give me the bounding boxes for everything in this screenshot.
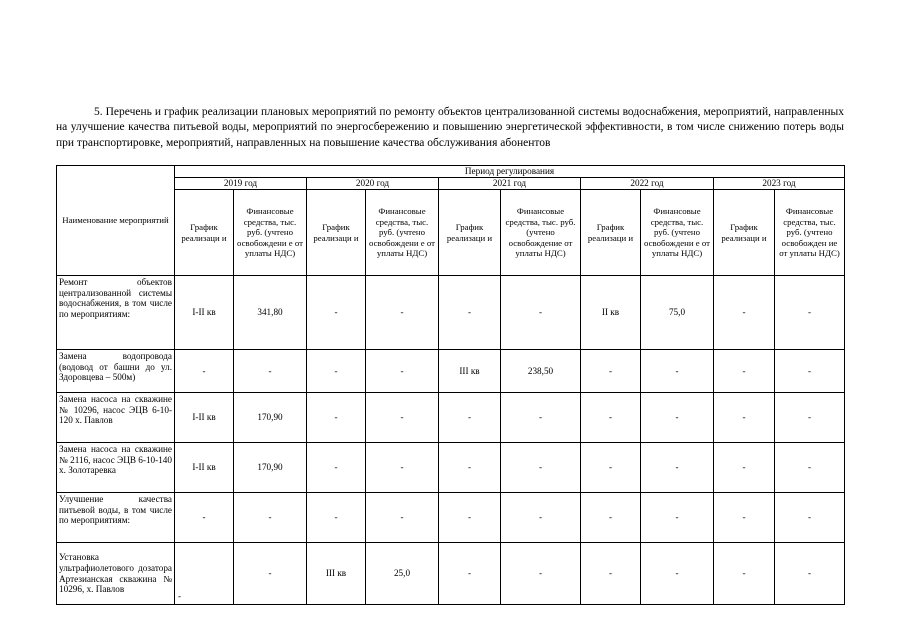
schedule-cell: - [175, 350, 234, 393]
finance-cell: - [501, 276, 581, 350]
schedule-cell: - [714, 543, 775, 605]
finance-cell: - [641, 493, 714, 543]
activities-table [56, 165, 845, 605]
finance-cell: - [501, 543, 581, 605]
finance-cell: 341,80 [234, 276, 307, 350]
schedule-header: График реализаци и [439, 190, 501, 276]
table-body [57, 276, 845, 605]
activity-name: Улучшение качества питьевой воды, в том числе по мероприятиям: [59, 494, 172, 526]
finance-cell: - [775, 443, 845, 493]
activity-name: Замена водопровода (водовод от башни до ул. Здоровцева – 500м) [59, 351, 172, 383]
table-row [57, 393, 845, 443]
schedule-header: График реализаци и [581, 190, 641, 276]
section-heading: 5. Перечень и график реализации плановых мероприятий по ремонту объектов централизованной системы водоснабжения, мероприятий, направленных на улучшение качества питьевой воды, мероприятий по энергосбережению и повышению энергетической эффективности, в том числе снижению потерь воды при транспортировке, мероприятий, направленных на повышение качества обслуживания абонентов [56, 105, 844, 149]
header-row-period [57, 166, 845, 178]
schedule-cell: - [439, 393, 501, 443]
year-header: 2023 год [714, 178, 845, 190]
schedule-cell: - [439, 543, 501, 605]
schedule-header: График реализаци и [714, 190, 775, 276]
finance-cell: - [501, 393, 581, 443]
name-header: Наименование мероприятий [57, 166, 175, 276]
finance-cell: - [775, 350, 845, 393]
activity-name: Установка ультрафиолетового дозатора Артезианская скважина № 10296, х. Павлов [59, 552, 172, 595]
finance-cell: 25,0 [366, 543, 439, 605]
finance-cell: - [641, 393, 714, 443]
schedule-cell: - [714, 493, 775, 543]
schedule-cell: - [714, 350, 775, 393]
activity-name: Замена насоса на скважине № 10296, насос ЭЦВ 6-10-120 х. Павлов [59, 394, 172, 426]
finance-cell: 238,50 [501, 350, 581, 393]
schedule-cell: - [714, 393, 775, 443]
year-header: 2021 год [439, 178, 581, 190]
finance-cell: - [641, 350, 714, 393]
finance-header: Финансовые средства, тыс. руб. (учтено освобождени е от уплаты НДС) [234, 190, 307, 276]
schedule-cell: - [307, 393, 366, 443]
schedule-cell: I-II кв [175, 443, 234, 493]
finance-cell: - [234, 493, 307, 543]
finance-cell: - [366, 493, 439, 543]
schedule-cell [175, 543, 234, 605]
activity-name-cell [57, 393, 175, 443]
finance-cell: - [641, 543, 714, 605]
table-row [57, 350, 845, 393]
finance-cell: - [775, 543, 845, 605]
schedule-cell: - [307, 350, 366, 393]
year-header: 2022 год [581, 178, 714, 190]
stray-mark: - [178, 591, 181, 601]
schedule-cell: - [581, 393, 641, 443]
finance-cell: - [641, 443, 714, 493]
activity-name-cell [57, 350, 175, 393]
finance-cell: - [234, 543, 307, 605]
finance-cell: - [366, 393, 439, 443]
schedule-header: График реализаци и [307, 190, 366, 276]
finance-cell: 170,90 [234, 393, 307, 443]
table-row [57, 543, 845, 605]
activity-name-cell [57, 443, 175, 493]
finance-cell: - [366, 350, 439, 393]
schedule-cell: - [581, 493, 641, 543]
period-header: Период регулирования [175, 166, 845, 178]
schedule-cell: - [714, 276, 775, 350]
table-row [57, 493, 845, 543]
finance-header: Финансовые средства, тыс. руб. (учтено освобождени е от уплаты НДС) [641, 190, 714, 276]
header-row-years [57, 178, 845, 190]
activity-name-cell [57, 543, 175, 605]
finance-cell: - [775, 393, 845, 443]
finance-cell: 170,90 [234, 443, 307, 493]
schedule-cell: - [307, 493, 366, 543]
finance-cell: - [501, 493, 581, 543]
schedule-cell: - [581, 350, 641, 393]
finance-cell: - [501, 443, 581, 493]
schedule-cell: I-II кв [175, 276, 234, 350]
activity-name-cell [57, 493, 175, 543]
activity-name: Замена насоса на скважине № 2116, насос ЭЦВ 6-10-140 х. Золотаревка [59, 444, 172, 476]
header-row-subcolumns [57, 190, 845, 276]
schedule-cell: - [175, 493, 234, 543]
finance-cell: - [366, 443, 439, 493]
table-row [57, 276, 845, 350]
year-header: 2019 год [175, 178, 307, 190]
activity-name: Ремонт объектов централизованной системы водоснабжения, в том числе по мероприятиям: [59, 277, 172, 319]
schedule-cell: - [714, 443, 775, 493]
schedule-cell: - [439, 493, 501, 543]
schedule-cell: III кв [307, 543, 366, 605]
finance-header: Финансовые средства, тыс. руб. (учтено освобожден ие от уплаты НДС) [775, 190, 845, 276]
schedule-cell: - [581, 443, 641, 493]
schedule-cell: - [439, 443, 501, 493]
finance-cell: 75,0 [641, 276, 714, 350]
finance-header: Финансовые средства, тыс. руб. (учтено освобождение от уплаты НДС) [501, 190, 581, 276]
schedule-cell: - [307, 443, 366, 493]
schedule-cell: - [439, 276, 501, 350]
table-row [57, 443, 845, 493]
schedule-cell: - [581, 543, 641, 605]
schedule-header: График реализаци и [175, 190, 234, 276]
finance-cell: - [775, 276, 845, 350]
finance-cell: - [366, 276, 439, 350]
year-header: 2020 год [307, 178, 439, 190]
schedule-cell: III кв [439, 350, 501, 393]
schedule-cell: II кв [581, 276, 641, 350]
activity-name-cell [57, 276, 175, 350]
schedule-cell: I-II кв [175, 393, 234, 443]
finance-header: Финансовые средства, тыс. руб. (учтено освобождени е от уплаты НДС) [366, 190, 439, 276]
schedule-cell: - [307, 276, 366, 350]
finance-cell: - [234, 350, 307, 393]
finance-cell: - [775, 493, 845, 543]
